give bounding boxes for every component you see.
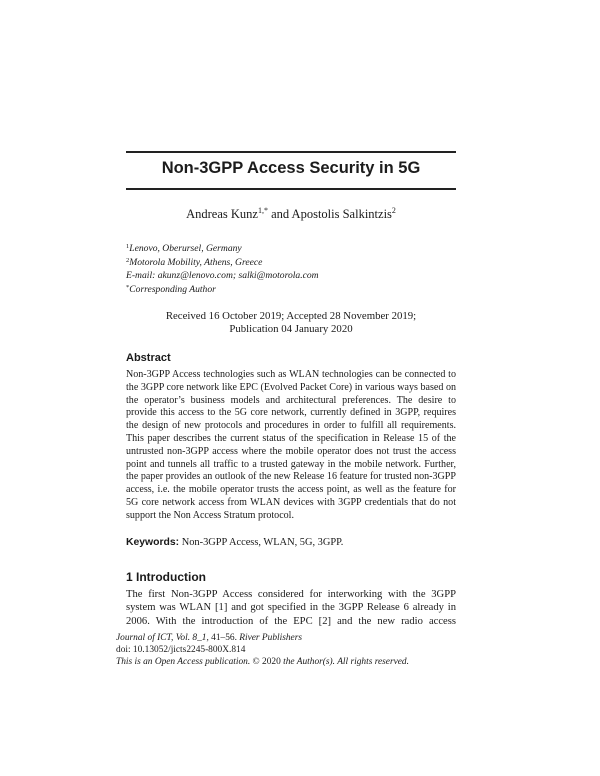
- introduction-body: The first Non-3GPP Access considered for interworking with the 3GPP system was WLAN [1] and got specified in the 3GPP Release 6 already in 2006. With the introduction of the EPC [2] and the new radio access: [126, 589, 456, 627]
- license-line: [116, 656, 476, 668]
- abstract-body: Non-3GPP Access technologies such as WLAN technologies can be connected to the 3GPP core network like EPC (Evolved Packet Core) in various ways based on the operator’s business models and architectural preferences. The desire to provide this access to the 5G core network, currently defined in 3GPP, requires the design of new protocols and procedures in order to fulfill all requirements. This paper describes the current status of the specification in Release 15 of the untrusted non-3GPP access where the mobile operator does not trust the access point and tunnels all traffic to a trusted gateway in the mobile network. Further, the paper provides an outlook of the new Release 16 feature for trusted non-3GPP access, i.e. the mobile operator trusts the access point, as well as the feature for 5G core network access from WLAN devices with 3GPP credentials that do not support the Non Access Stratum protocol.: [126, 369, 456, 521]
- section-heading-introduction: 1 Introduction: [126, 570, 206, 584]
- journal-footer: [116, 632, 476, 669]
- rights-text: the Author(s). All rights reserved.: [280, 657, 409, 668]
- received-accepted-dates: Received 16 October 2019; Accepted 28 November 2019;: [165, 310, 417, 322]
- author-line: [126, 206, 456, 222]
- affiliation-text: Motorola Mobility, Athens, Greece: [129, 257, 263, 269]
- doi: doi: 10.13052/jicts2245-800X.814: [116, 645, 246, 656]
- license-text: This is an Open Access publication.: [116, 657, 253, 668]
- affiliation-text: Lenovo, Oberursel, Germany: [129, 243, 242, 254]
- keywords-text: Non-3GPP Access, WLAN, 5G, 3GPP.: [179, 537, 344, 548]
- author-conjunction: and: [267, 207, 292, 221]
- author-affiliation-marker: 2: [391, 206, 396, 215]
- copyright-year: © 2020: [252, 657, 281, 668]
- affiliation-line: [126, 255, 456, 269]
- affiliation-line: [126, 282, 456, 296]
- affiliation-marker: 1: [126, 243, 130, 250]
- email-text: E-mail: akunz@lenovo.com; salki@motorola.com: [126, 269, 319, 281]
- page-range: 41–56.: [208, 633, 240, 643]
- affiliation-line: [126, 241, 456, 255]
- corresponding-author-text: Corresponding Author: [129, 283, 216, 295]
- paper-title: Non-3GPP Access Security in 5G: [161, 159, 421, 177]
- publisher: River Publishers: [239, 633, 303, 643]
- journal-citation: [116, 632, 476, 644]
- author-name: Apostolis Salkintzis: [291, 207, 392, 221]
- author-name: Andreas Kunz: [186, 207, 258, 221]
- affiliation-marker: 2: [126, 257, 130, 265]
- affiliations: [126, 241, 456, 296]
- author-affiliation-marker: 1,*: [257, 206, 268, 215]
- keywords-label: Keywords:: [126, 537, 180, 548]
- title-top-rule: [126, 151, 456, 153]
- publication-date: Publication 04 January 2020: [229, 323, 353, 336]
- title-bottom-rule: [126, 188, 456, 190]
- publication-dates: [126, 310, 456, 336]
- abstract-heading: Abstract: [126, 352, 171, 364]
- affiliation-line: [126, 270, 456, 282]
- keywords: [126, 537, 456, 548]
- journal-name: Journal of ICT, Vol. 8_1,: [116, 633, 209, 643]
- corresponding-marker: *: [126, 283, 130, 291]
